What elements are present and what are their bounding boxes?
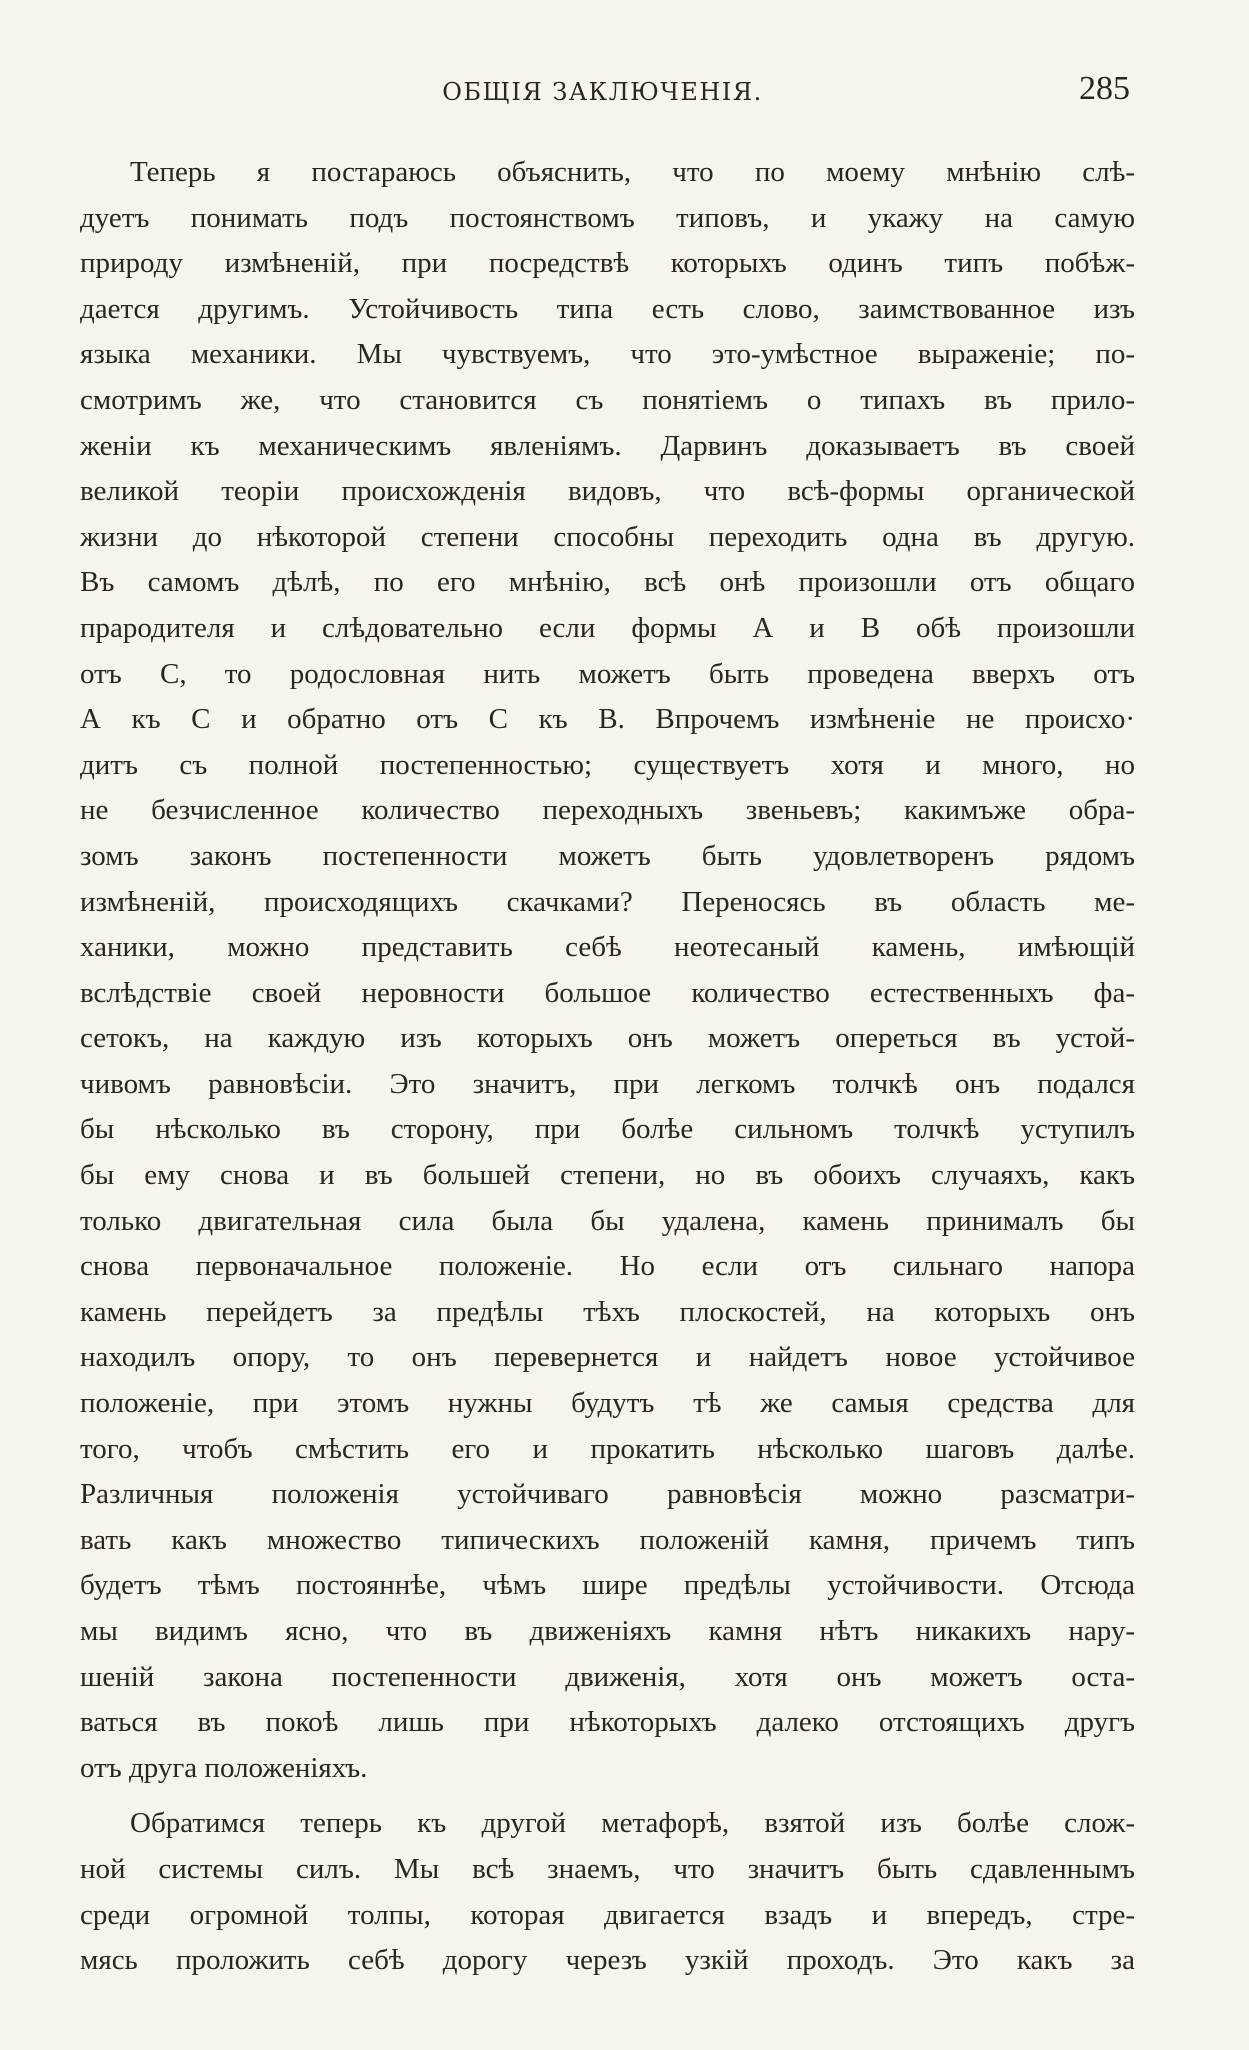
text-line: сетокъ, на каждую изъ которыхъ онъ можетъ опереться въ устой- [80, 1022, 1135, 1055]
text-line: жизни до нѣкоторой степени способны переходить одна въ другую. [80, 520, 1135, 553]
text-line: находилъ опору, то онъ перевернется и найдетъ новое устойчивое [80, 1341, 1135, 1374]
text-line: мясь проложить себѣ дорогу черезъ узкій проходъ. Это какъ за [80, 1944, 1135, 1977]
text-line: положеніе, при этомъ нужны будутъ тѣ же самыя средства для [80, 1387, 1135, 1420]
text-line: смотримъ же, что становится съ понятіемъ о типахъ въ прило- [80, 383, 1135, 416]
text-line: зомъ законъ постепенности можетъ быть удовлетворенъ рядомъ [80, 839, 1135, 872]
text-line: того, чтобъ смѣстить его и прокатить нѣсколько шаговъ далѣе. [80, 1432, 1135, 1465]
text-line: не безчисленное количество переходныхъ звеньевъ; какимъже обра- [80, 794, 1135, 827]
paragraph [80, 150, 1135, 1791]
text-line: дается другимъ. Устойчивость типа есть слово, заимствованное изъ [80, 292, 1135, 325]
text-line: ной системы силъ. Мы всѣ знаемъ, что значитъ быть сдавленнымъ [80, 1852, 1135, 1885]
text-line: снова первоначальное положеніе. Но если отъ сильнаго напора [80, 1250, 1135, 1283]
text-line: только двигательная сила была бы удалена, камень принималъ бы [80, 1204, 1135, 1237]
text-line: прародителя и слѣдовательно если формы А и В обѣ произошли [80, 611, 1135, 644]
paragraph [80, 1801, 1135, 1983]
text-line: будетъ тѣмъ постояннѣе, чѣмъ шире предѣлы устойчивости. Отсюда [80, 1569, 1135, 1602]
text-line: отъ С, то родословная нить можетъ быть проведена вверхъ отъ [80, 657, 1135, 690]
text-line: Теперь я постараюсь объяснить, что по моему мнѣнію слѣ- [130, 156, 1135, 188]
text-line: вать какъ множество типическихъ положеній камня, причемъ типъ [80, 1523, 1135, 1556]
running-title: ОБЩІЯ ЗАКЛЮЧЕНІЯ. [442, 78, 763, 106]
text-line: измѣненій, происходящихъ скачками? Переносясь въ область ме- [80, 885, 1135, 918]
text-line: камень перейдетъ за предѣлы тѣхъ плоскостей, на которыхъ онъ [80, 1295, 1135, 1328]
text-line: Различныя положенія устойчиваго равновѣсія можно разсматри- [80, 1478, 1135, 1511]
text-line: мы видимъ ясно, что въ движеніяхъ камня нѣтъ никакихъ нару- [80, 1615, 1135, 1647]
text-line: отъ друга положеніяхъ. [80, 1751, 368, 1784]
text-line: великой теоріи происхожденія видовъ, что всѣ-формы органической [80, 475, 1135, 508]
running-head [75, 70, 1130, 110]
text-line: женіи къ механическимъ явленіямъ. Дарвинъ доказываетъ въ своей [80, 429, 1135, 462]
text-line: чивомъ равновѣсіи. Это значитъ, при легкомъ толчкѣ онъ подался [80, 1067, 1135, 1100]
body-text [80, 150, 1135, 1984]
text-line: среди огромной толпы, которая двигается взадъ и впередъ, стре- [80, 1898, 1135, 1931]
paragraph-gap [80, 1791, 1135, 1801]
text-line: ханики, можно представить себѣ неотесаный камень, имѣющій [80, 931, 1135, 964]
text-line: Обратимся теперь къ другой метафорѣ, взятой изъ болѣе слож- [130, 1807, 1135, 1840]
text-line: вслѣдствіе своей неровности большое количество естественныхъ фа- [80, 976, 1135, 1009]
text-line: шеній закона постепенности движенія, хотя онъ можетъ оста- [80, 1660, 1135, 1693]
text-line: языка механики. Мы чувствуемъ, что это-умѣстное выраженіе; по- [80, 338, 1135, 371]
text-line: бы ему снова и въ большей степени, но въ обоихъ случаяхъ, какъ [80, 1159, 1135, 1192]
text-line: дитъ съ полной постепенностью; существуетъ хотя и много, но [80, 748, 1135, 781]
text-line: ваться въ покоѣ лишь при нѣкоторыхъ далеко отстоящихъ другъ [80, 1706, 1135, 1739]
text-line: природу измѣненій, при посредствѣ которыхъ одинъ типъ побѣж- [80, 247, 1135, 280]
text-line: Въ самомъ дѣлѣ, по его мнѣнію, всѣ онѣ произошли отъ общаго [80, 566, 1135, 599]
text-line: дуетъ понимать подъ постоянствомъ типовъ, и укажу на самую [80, 201, 1135, 234]
text-line: бы нѣсколько въ сторону, при болѣе сильномъ толчкѣ уступилъ [80, 1113, 1135, 1146]
page-number: 285 [1079, 70, 1130, 107]
text-line: А къ С и обратно отъ С къ В. Впрочемъ измѣненіе не происхо· [80, 703, 1135, 736]
